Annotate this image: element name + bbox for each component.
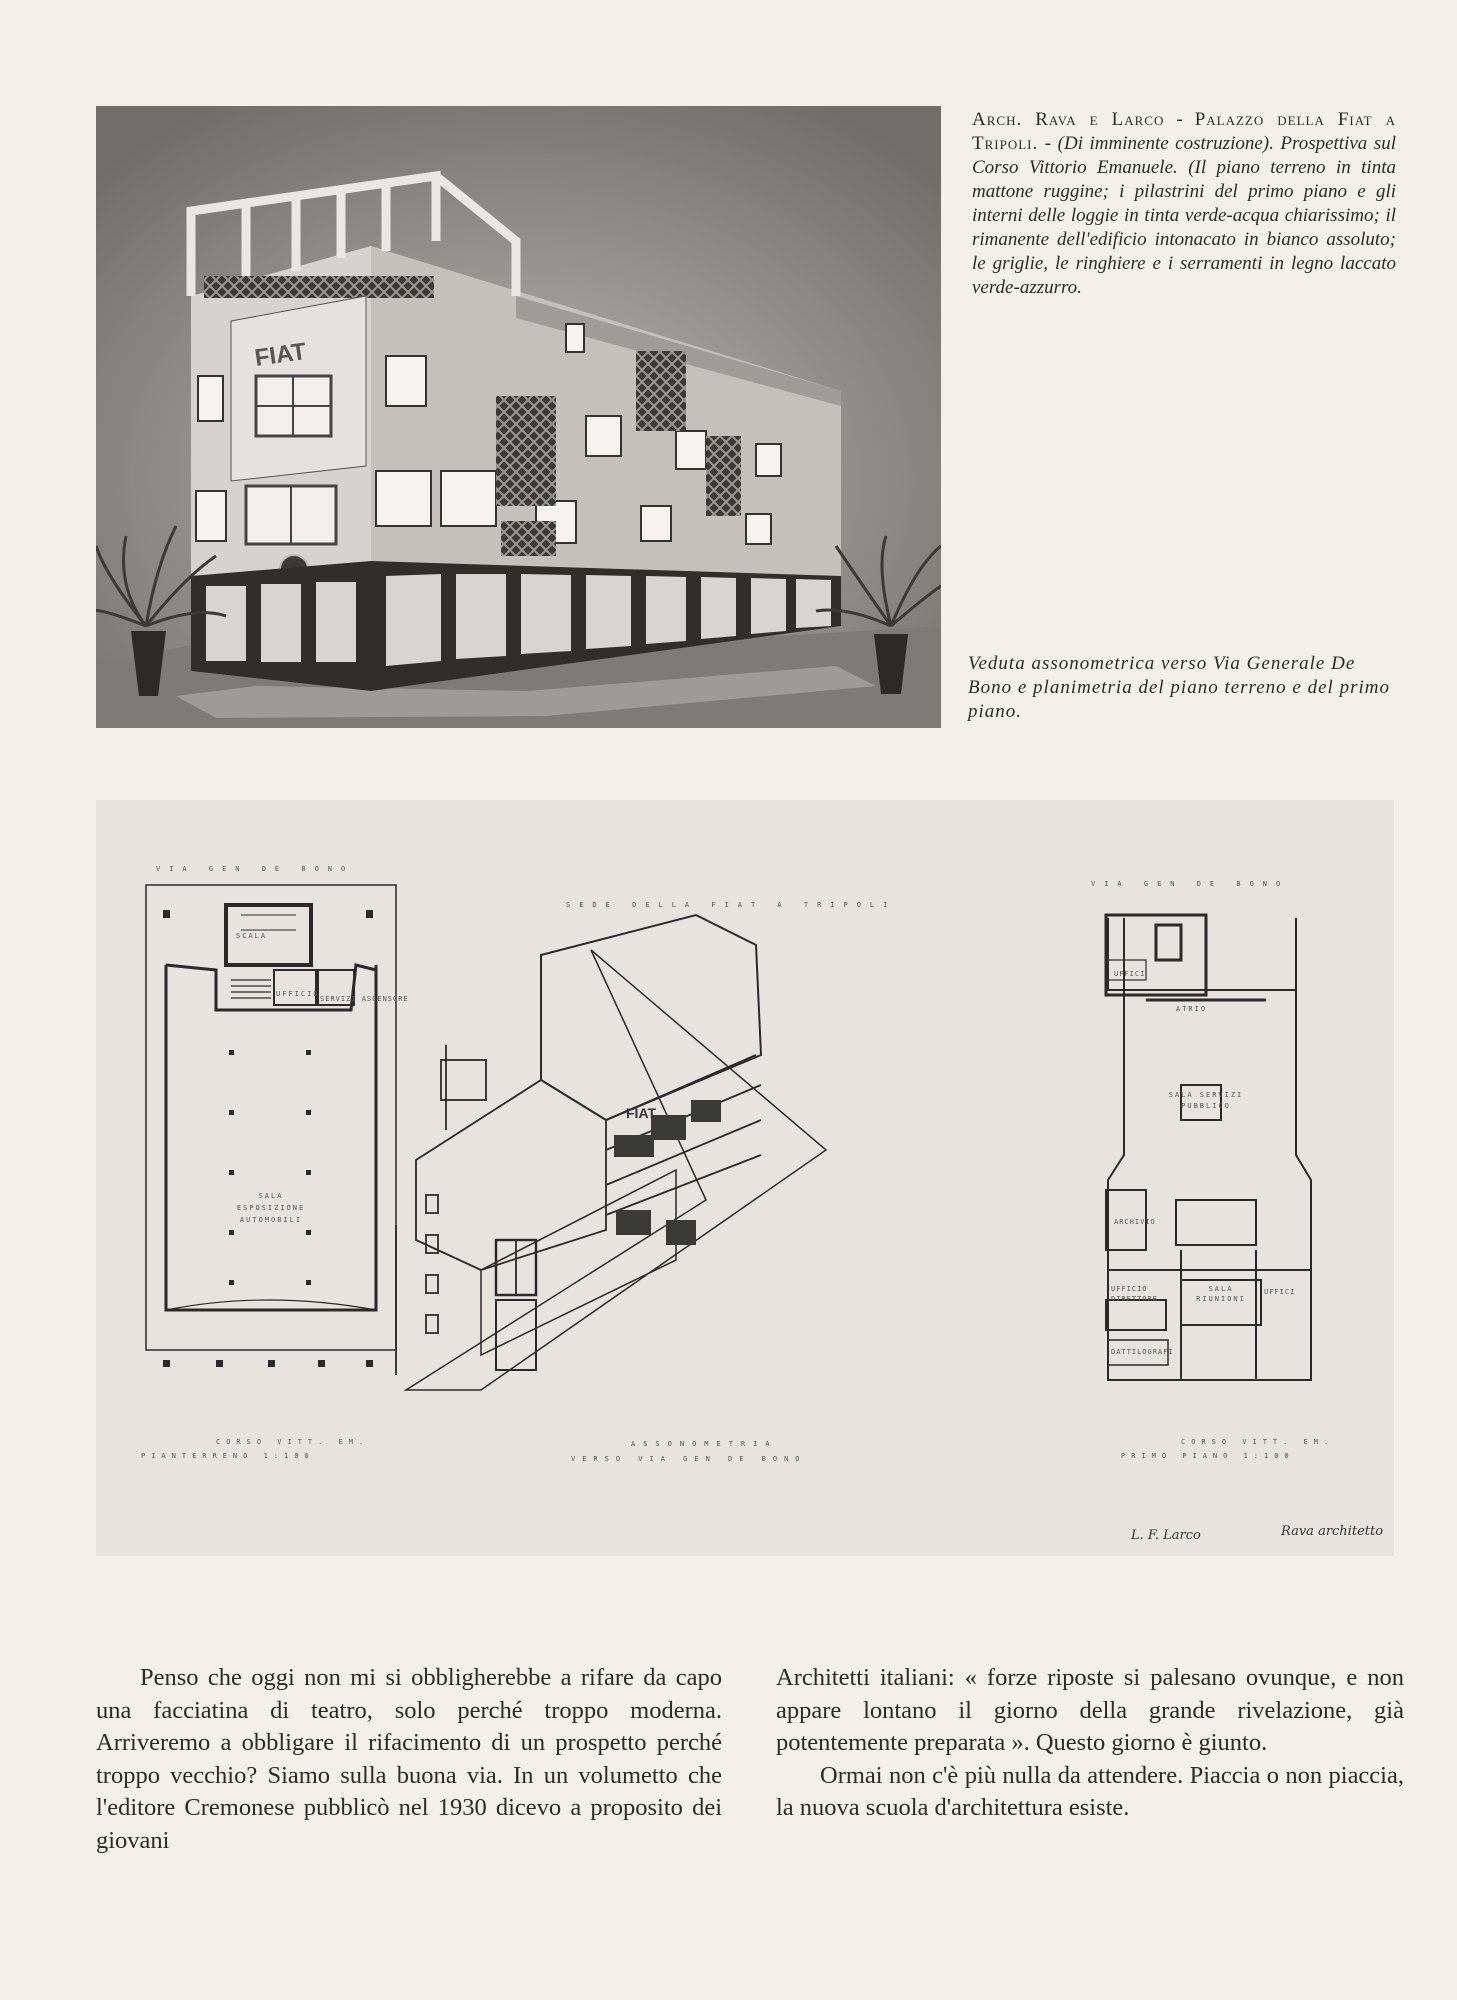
right-plan-room-typing: DATTILOGRAFI (1111, 1348, 1174, 1356)
figure-caption (972, 108, 1396, 300)
right-plan-room-archive: ARCHIVIO (1114, 1218, 1156, 1226)
render-sign-text: FIAT (253, 338, 308, 372)
signature-rava: Rava architetto (1281, 1524, 1384, 1539)
caption-dash: - (1164, 109, 1195, 130)
body-column-left (96, 1662, 722, 1858)
left-plan-footer-line1: CORSO VITT. EM. (216, 1438, 370, 1446)
body-paragraph-right-1: Architetti italiani: « forze riposte si palesano ovunque, e non appare lontano il giorno della grande rivelazione, già potentemente preparata ». Questo giorno è giunto. (776, 1664, 1404, 1757)
signature-larco: L. F. Larco (1131, 1528, 1201, 1543)
right-plan-footer-line1: CORSO VITT. EM. (1181, 1438, 1335, 1446)
building-perspective-image (96, 106, 941, 728)
left-plan-room-stairs: SCALA (236, 932, 268, 940)
axonometric-caption: Veduta assonometrica verso Via Generale De Bono e planimetria del piano terreno e del primo piano. (968, 653, 1390, 722)
right-plan-room-atrium: ATRIO (1176, 1005, 1208, 1013)
right-plan-room-direction: UFFICIO DIRETTORE (1111, 1285, 1158, 1303)
right-plan-room-offices2: UFFICI (1264, 1288, 1296, 1296)
left-plan-footer-line2: PIANTERRENO 1:100 (141, 1452, 315, 1460)
right-plan-footer-line2: PRIMO PIANO 1:100 (1121, 1452, 1295, 1460)
right-plan-room-office: UFFICI (1114, 970, 1146, 978)
body-column-right (776, 1662, 1404, 1825)
body-paragraph-left: Penso che oggi non mi si obbligherebbe a rifare da capo una facciatina di teatro, solo perché troppo moderna. Arriveremo a obbligare il rifacimento di un prospetto perché troppo vecchio? Siamo sulla buona via. In un volumetto che l'editore Cremonese pubblicò nel 1930 dicevo a proposito dei giovani (96, 1664, 722, 1854)
floor-plans-image (96, 800, 1394, 1556)
plans-title: SEDE DELLA FIAT A TRIPOLI (566, 901, 897, 909)
caption-description: - (Di imminente costruzione). Prospettiva sul Corso Vittorio Emanuele. (Il piano terreno in tinta mattone ruggine; i pilastrini del primo piano e gli interni delle loggie in tinta verde-acqua chiarissimo; il rimanente dell'edificio intonacato in bianco assoluto; le griglie, le ringhiere e i serramenti in legno laccato verde-azzurro. (972, 133, 1396, 298)
caption-title: Palazzo della Fiat a Tripoli. (972, 109, 1397, 154)
right-plan-street-label: VIA GEN DE BONO (1091, 880, 1290, 888)
left-plan-hall-label: SALA ESPOSIZIONE AUTOMOBILI (236, 1192, 306, 1224)
right-plan-room-meeting: SALA RIUNIONI (1196, 1285, 1246, 1303)
left-plan-room-office: UFFICIO (276, 990, 320, 998)
left-plan-street-label: VIA GEN DE BONO (156, 865, 355, 873)
body-paragraph-right-2: Ormai non c'è più nulla da attendere. Piaccia o non piaccia, la nuova scuola d'architettura esiste. (776, 1761, 1404, 1822)
right-plan-room-hall: SALA SERVIZI PUBBLICO (1168, 1091, 1244, 1110)
axo-sign-text: FIAT (626, 1105, 657, 1121)
caption-authors: Arch. Rava e Larco (972, 109, 1165, 130)
center-footer-line2: VERSO VIA GEN DE BONO (571, 1455, 807, 1463)
left-plan-room-toilet: SERVIZI ASCENSORE (320, 995, 409, 1003)
center-footer-line1: ASSONOMETRIA (631, 1440, 778, 1448)
